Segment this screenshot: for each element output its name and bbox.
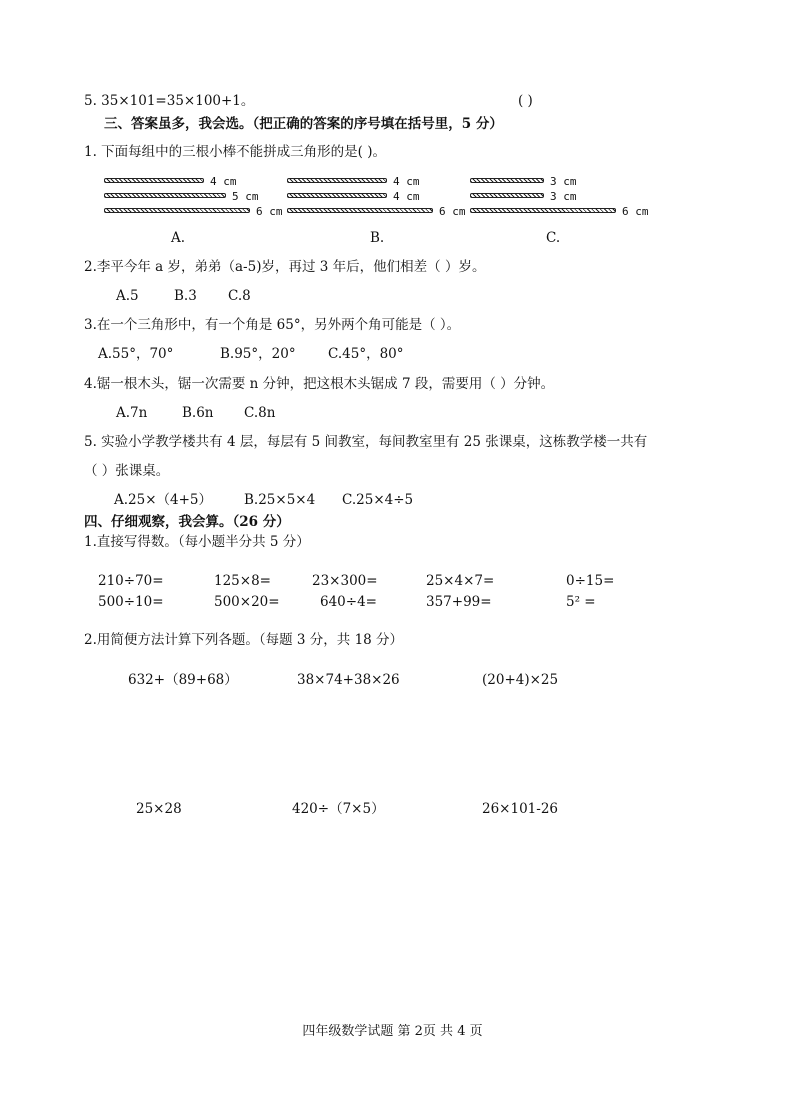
section-3-heading: 三、答案虽多，我会选。（把正确的答案的序号填在括号里，5 分） [104, 116, 503, 132]
choice-q5-option-a[interactable]: A.25×（4+5） [114, 492, 213, 508]
calc-q2-item: 38×74+38×26 [297, 672, 400, 688]
section-4-heading: 四、仔细观察，我会算。（26 分） [84, 514, 290, 530]
page-footer: 四年级数学试题 第 2页 共 4 页 [302, 1024, 483, 1039]
stick-c-3-label: 6 cm [622, 205, 649, 218]
calc-q1-item: 125×8= [214, 573, 271, 589]
stick-a-3-label: 6 cm [256, 205, 283, 218]
choice-q3-option-c[interactable]: C.45°，80° [328, 346, 404, 362]
stick-b-1-label: 4 cm [393, 175, 420, 188]
choice-q3-option-a[interactable]: A.55°，70° [98, 346, 174, 362]
choice-q2-option-b[interactable]: B.3 [174, 288, 197, 304]
stick-c-2-label: 3 cm [550, 190, 577, 203]
choice-q4-option-c[interactable]: C.8n [244, 405, 276, 421]
stick-c-1-label: 3 cm [550, 175, 577, 188]
stick-a-1 [104, 178, 204, 183]
stick-c-1 [470, 178, 544, 183]
stick-c-2 [470, 193, 544, 198]
choice-q3-option-b[interactable]: B.95°，20° [220, 346, 296, 362]
calc-q2-text: 2.用简便方法计算下列各题。（每题 3 分，共 18 分） [84, 632, 404, 648]
choice-q1-text: 1. 下面每组中的三根小棒不能拼成三角形的是( )。 [84, 144, 386, 160]
calc-q2-item: 632+（89+68） [128, 672, 238, 688]
choice-q3-text: 3.在一个三角形中，有一个角是 65°，另外两个角可能是（ ）。 [84, 317, 461, 333]
calc-q1-item: 25×4×7= [426, 573, 495, 589]
choice-q5-option-b[interactable]: B.25×5×4 [244, 492, 316, 508]
stick-b-2-label: 4 cm [393, 190, 420, 203]
stick-b-2 [287, 193, 387, 198]
calc-q2-item: (20+4)×25 [482, 672, 559, 688]
choice-q4-option-b[interactable]: B.6n [182, 405, 214, 421]
stick-a-3 [104, 208, 250, 213]
calc-q1-item: 0÷15= [566, 573, 615, 589]
choice-q2-option-a[interactable]: A.5 [116, 288, 139, 304]
calc-q1-item: 500×20= [214, 594, 280, 610]
calc-q1-item: 210÷70= [98, 573, 164, 589]
calc-q1-item: 500÷10= [98, 594, 164, 610]
calc-q1-item: 357+99= [426, 594, 492, 610]
calc-q2-item: 25×28 [136, 801, 182, 817]
calc-q2-item: 420÷（7×5） [292, 801, 385, 817]
choice-q1-option-b[interactable]: B. [370, 230, 385, 246]
stick-b-1 [287, 178, 387, 183]
calc-q1-item: 640÷4= [320, 594, 377, 610]
judge-q5-blank[interactable]: ( ) [518, 93, 533, 109]
stick-b-3-label: 6 cm [439, 205, 466, 218]
choice-q1-option-a[interactable]: A. [171, 230, 186, 246]
choice-q5-text-cont: （ ）张课桌。 [84, 463, 170, 479]
choice-q1-option-c[interactable]: C. [546, 230, 561, 246]
choice-q2-option-c[interactable]: C.8 [228, 288, 251, 304]
stick-b-3 [287, 208, 433, 213]
choice-q4-text: 4.锯一根木头，锯一次需要 n 分钟，把这根木头锯成 7 段，需要用（ ）分钟。 [84, 376, 555, 392]
stick-a-1-label: 4 cm [210, 175, 237, 188]
calc-q2-item: 26×101-26 [482, 801, 558, 817]
stick-a-2-label: 5 cm [232, 190, 259, 203]
choice-q5-option-c[interactable]: C.25×4÷5 [342, 492, 414, 508]
judge-q5-text: 5. 35×101=35×100+1。 [84, 93, 255, 109]
choice-q5-text: 5. 实验小学教学楼共有 4 层，每层有 5 间教室，每间教室里有 25 张课桌，这栋教学楼一共有 [84, 434, 648, 450]
choice-q4-option-a[interactable]: A.7n [116, 405, 148, 421]
stick-a-2 [104, 193, 226, 198]
calc-q1-item: 5² = [566, 594, 596, 610]
choice-q2-text: 2.李平今年 a 岁，弟弟（a-5)岁，再过 3 年后，他们相差（ ）岁。 [84, 259, 486, 275]
calc-q1-text: 1.直接写得数。（每小题半分共 5 分） [84, 534, 310, 550]
calc-q1-item: 23×300= [312, 573, 378, 589]
stick-c-3 [470, 208, 616, 213]
